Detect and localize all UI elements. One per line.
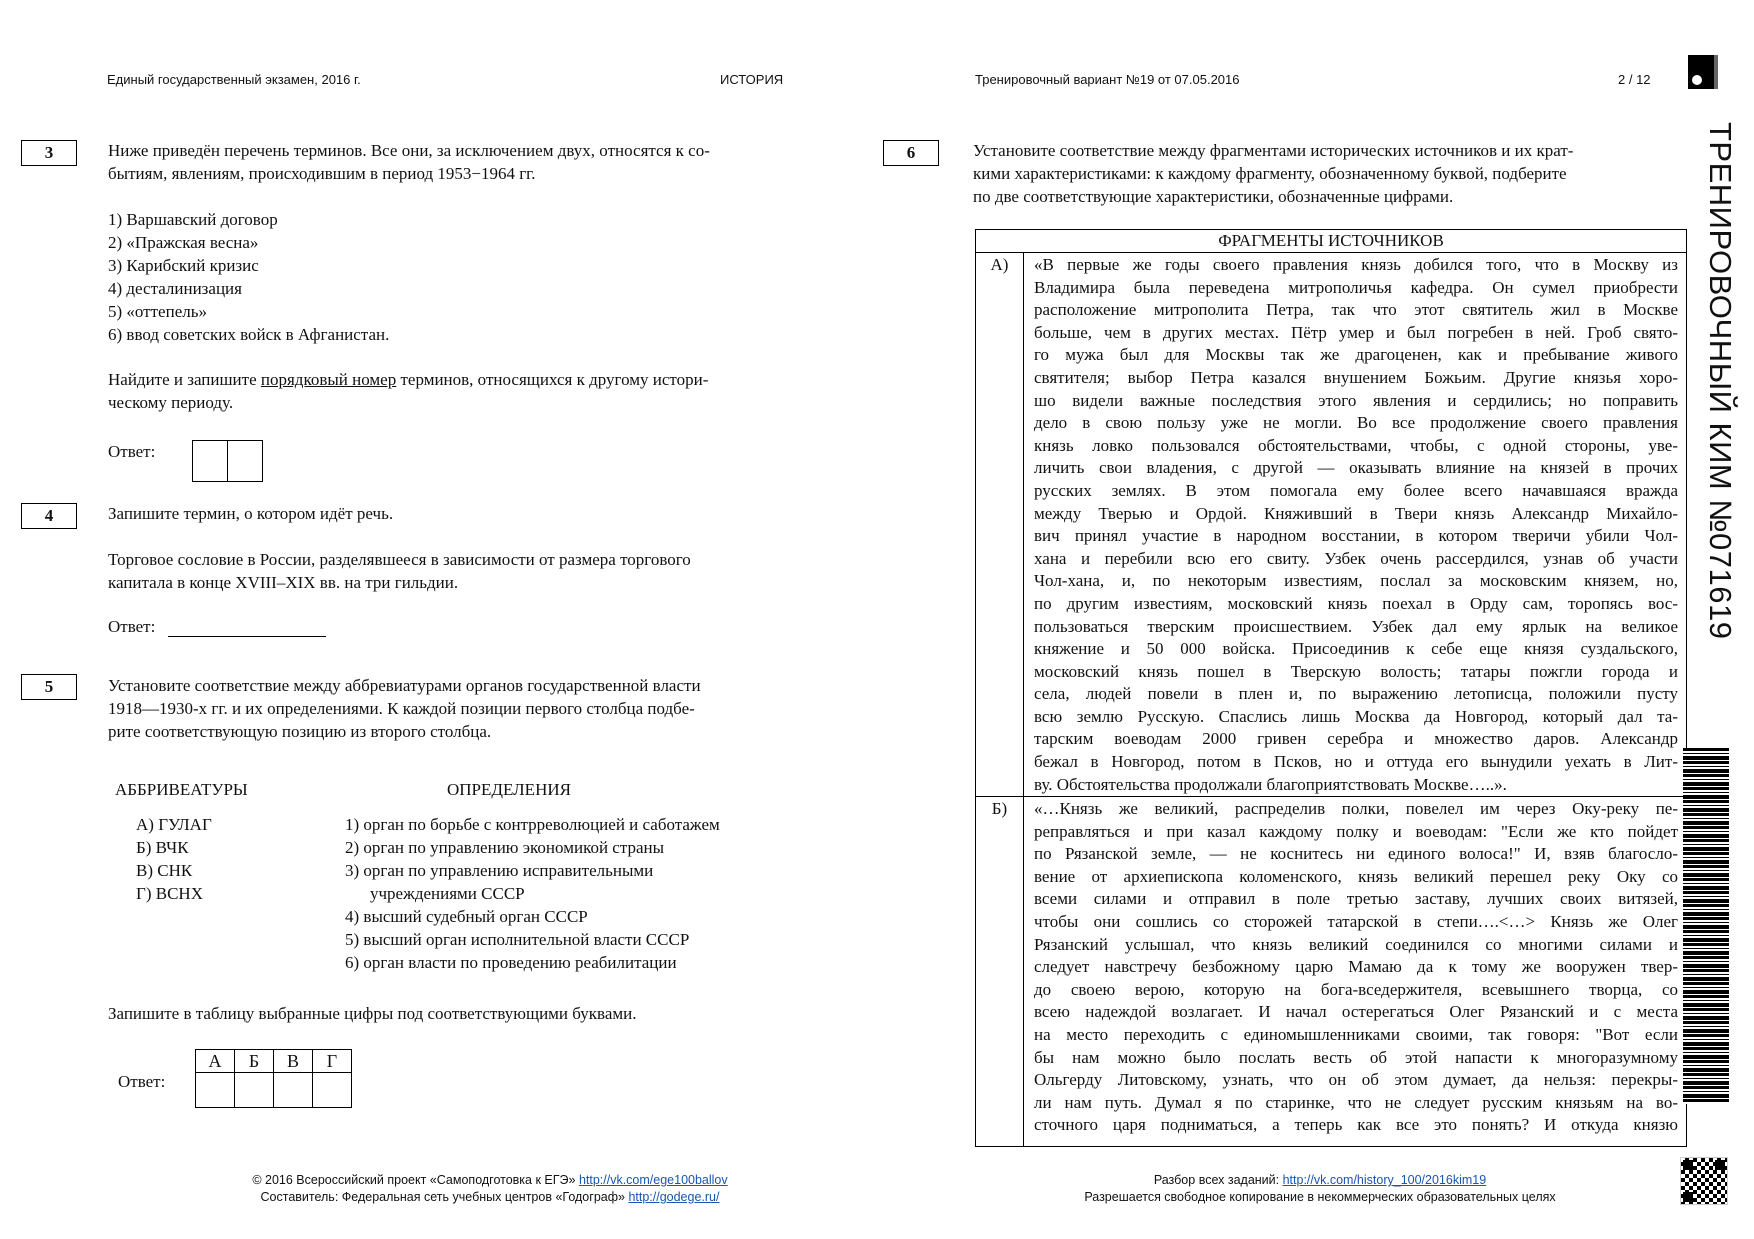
list-item: 3) Карибский кризис <box>108 256 259 275</box>
list-item: 1) орган по борьбе с контрреволюцией и саботажем <box>345 815 720 834</box>
footer-link-vk-history[interactable]: http://vk.com/history_100/2016kim19 <box>1282 1173 1487 1187</box>
list-item: 5) «оттепель» <box>108 302 207 321</box>
fragment-letter: Б) <box>976 797 1024 1146</box>
task3-intro-line: Ниже приведён перечень терминов. Все они, за исключением двух, относятся к со- <box>108 141 710 160</box>
footer-link-godege[interactable]: http://godege.ru/ <box>628 1190 720 1204</box>
sources-table-header: ФРАГМЕНТЫ ИСТОЧНИКОВ <box>976 230 1686 253</box>
task5-intro-line: рите соответствующую позицию из второго столбца. <box>108 722 492 741</box>
task-number-6: 6 <box>883 140 939 166</box>
list-item: 1) Варшавский договор <box>108 210 278 229</box>
answer-cell[interactable] <box>235 1073 274 1108</box>
task3-answer-label: Ответ: <box>108 442 156 461</box>
list-item: 5) высший орган исполнительной власти СССР <box>345 930 690 949</box>
sources-table <box>975 229 1687 1147</box>
task6-intro-line: кими характеристиками: к каждому фрагменту, обозначенному буквой, подберите <box>973 164 1567 183</box>
answer-header-b: Б <box>235 1050 274 1073</box>
task4-answer-label: Ответ: <box>108 617 156 636</box>
list-item: В) СНК <box>136 861 193 880</box>
fragment-text: «…Князь же великий, распределив полки, повелел им через Оку-реку пе- реправляться и при казал каждому полку и воеводам: "Если же кто пойдет по Рязанской земле, — не коснитесь ни единого волоса!" И, взяв благосло- вение от архиепископа коломенского, князь великий перешел реку Оку со всеми силами и отправил в поле третью заставу, лучших своих витязей, чтобы они сошлись со сторожей татарской в степи….<…> Князь же Олег Рязанский услышал, что князь великий соединился со многими силами и следует навстречу безбожному царю Мамаю да к тому же вооружен твер- до своею верою, которую на бога-вседержителя, всевышнего творца, со всею надеждой возлагает. И начал остерегаться Олег Рязанский и с места на место переходить с единомышленниками своими, так говоря: "Вот если бы нам можно было послать весть об этой напасти к многоразумному Ольгерду Литовскому, узнать, что он об этом думает, да нельзя: перекры- ли нам путь. Думал я по старинке, что не следует русским князьям на во- сточного царя подниматься, а теперь как все это понять? И откуда князю <box>1034 799 1678 1135</box>
task4-text-line: Торговое сословие в России, разделявшееся в зависимости от размера торгового <box>108 550 691 569</box>
task4-text <box>108 548 828 594</box>
task6-intro <box>973 139 1685 208</box>
answer-cell[interactable] <box>228 441 262 481</box>
task5-intro-line: 1918—1930-х гг. и их определениями. К каждой позиции первого столбца подбе- <box>108 699 695 718</box>
task4-text-line: капитала в конце XVIII–XIX вв. на три гильдии. <box>108 573 459 592</box>
task5-abbreviations <box>136 813 212 905</box>
task3-intro <box>108 139 820 185</box>
task4-answer-field[interactable] <box>168 614 326 637</box>
fragment-text: «В первые же годы своего правления князь добился того, что в Москву из Владимира была переведена митрополичья кафедра. Он сумел приобрести расположение митрополита Петра, так что этот святитель жил в Москве больше, чем в других местах. Пётр умер и был погребен в ней. Гроб свято- го мужа был для Москвы так же драгоценен, как и пребывание живого святителя; выбор Петра казался внушением Божьим. Другие князья хоро- шо видели важные последствия этого явления и сердились; но поправить дело в свою пользу уже не могли. Во все продолжение своего правления князь ловко пользовался обстоятельствами, чтобы, с одной стороны, уве- личить свои владения, с другой — оказывать влияние на князей в прочих русских землях. В этом помогала ему более всего начавшаяся вражда между Тверью и Ордой. Княживший в Твери князь Александр Михайло- вич принял участие в народном восстании, в котором тверичи убили Чол- хана и перебили всю его свиту. Узбек очень рассердился, узнав об участи Чол-хана, и, по некоторым известиям, послал за московским князем, но, по другим известиям, московский князь поехал в Орду сам, торопясь вос- пользоваться тверским происшествием. Узбек дал ему ярлык на великое княжение и 50 000 войска. Присоединив к себе еще князя суздальского, московский князь пошел в Тверскую волость; татары пожгли города и села, людей повели в плен и, по выражению летописца, положили пусту всю землю Русскую. Спаслись лишь Москва да Новгород, который дал та- тарским воеводам 2000 гривен серебра и множество даров. Александр бежал в Новгород, потом в Псков, но и оттуда его вынудили уехать в Лит- ву. Обстоятельства продолжали благоприятствовать Москве…..». <box>1034 255 1678 794</box>
list-item: учреждениями СССР <box>370 884 525 903</box>
task-number-3: 3 <box>21 140 77 166</box>
task-number-4: 4 <box>21 503 77 529</box>
list-item: 6) ввод советских войск в Афганистан. <box>108 325 390 344</box>
answer-cell[interactable] <box>274 1073 313 1108</box>
barcode-icon <box>1683 748 1729 1104</box>
list-item: А) ГУЛАГ <box>136 815 212 834</box>
footer-right <box>1020 1172 1620 1206</box>
footer-analysis-label: Разбор всех заданий: <box>1153 1173 1283 1187</box>
vertical-kim-title-text: ТРЕНИРОВОЧНЫЙ КИМ №071619 <box>1703 122 1738 640</box>
list-item: 2) орган по управлению экономикой страны <box>345 838 665 857</box>
list-item: 4) десталинизация <box>108 279 242 298</box>
corner-marker-icon <box>1688 55 1718 89</box>
footer-copyright: © 2016 Всероссийский проект «Самоподготовка к ЕГЭ» <box>252 1173 579 1187</box>
header-variant: Тренировочный вариант №19 от 07.05.2016 <box>975 72 1240 87</box>
footer-author: Составитель: Федеральная сеть учебных центров «Годограф» <box>260 1190 629 1204</box>
footer-copying-notice: Разрешается свободное копирование в некоммерческих образовательных целях <box>1084 1190 1556 1204</box>
answer-cell[interactable] <box>196 1073 235 1108</box>
list-item: 2) «Пражская весна» <box>108 233 259 252</box>
task5-answer-label: Ответ: <box>118 1072 166 1091</box>
header-page-number: 2 / 12 <box>1618 72 1651 87</box>
task3-intro-line: бытиям, явлениям, происходившим в период 1953−1964 гг. <box>108 164 536 183</box>
task3-answer-boxes[interactable] <box>192 440 263 482</box>
task5-instruction: Запишите в таблицу выбранные цифры под соответствующими буквами. <box>108 1004 637 1023</box>
task3-question-text: Найдите и запишите <box>108 370 261 389</box>
task5-intro-line: Установите соответствие между аббревиатурами органов государственной власти <box>108 676 701 695</box>
list-item: 6) орган власти по проведению реабилитации <box>345 953 677 972</box>
header-exam-title: Единый государственный экзамен, 2016 г. <box>107 72 361 87</box>
footer-link-vk-ege[interactable]: http://vk.com/ege100ballov <box>578 1173 728 1187</box>
task4-intro: Запишите термин, о котором идёт речь. <box>108 504 394 523</box>
list-item: Г) ВСНХ <box>136 884 203 903</box>
answer-cell[interactable] <box>193 441 228 481</box>
vertical-kim-title <box>1700 122 1740 722</box>
task-number-5: 5 <box>21 674 77 700</box>
task3-question-underlined: порядковый номер <box>260 370 397 389</box>
task3-term-list <box>108 208 389 346</box>
task3-question <box>108 368 828 414</box>
fragment-letter: А) <box>976 253 1024 796</box>
answer-cell[interactable] <box>313 1073 352 1108</box>
list-item: 3) орган по управлению исправительными <box>345 861 654 880</box>
answer-header-g: Г <box>313 1050 352 1073</box>
task6-intro-line: Установите соответствие между фрагментами исторических источников и их крат- <box>973 141 1574 160</box>
footer-left <box>165 1172 815 1206</box>
task3-question-line2: ческому периоду. <box>108 393 234 412</box>
header-subject: ИСТОРИЯ <box>720 72 784 87</box>
fragment-row-a <box>976 253 1686 797</box>
task3-question-text: терминов, относящихся к другому истори- <box>396 370 709 389</box>
task5-definitions <box>345 813 720 974</box>
task5-col2-header: ОПРЕДЕЛЕНИЯ <box>447 780 571 799</box>
fragment-row-b <box>976 797 1686 1146</box>
qr-code-icon <box>1680 1157 1728 1205</box>
answer-header-a: А <box>196 1050 235 1073</box>
answer-header-v: В <box>274 1050 313 1073</box>
task5-answer-table[interactable] <box>195 1049 352 1108</box>
task6-intro-line: по две соответствующие характеристики, обозначенные цифрами. <box>973 187 1454 206</box>
task5-col1-header: АББРИВЕАТУРЫ <box>115 780 248 799</box>
list-item: 4) высший судебный орган СССР <box>345 907 588 926</box>
task5-intro <box>108 674 820 743</box>
list-item: Б) ВЧК <box>136 838 189 857</box>
